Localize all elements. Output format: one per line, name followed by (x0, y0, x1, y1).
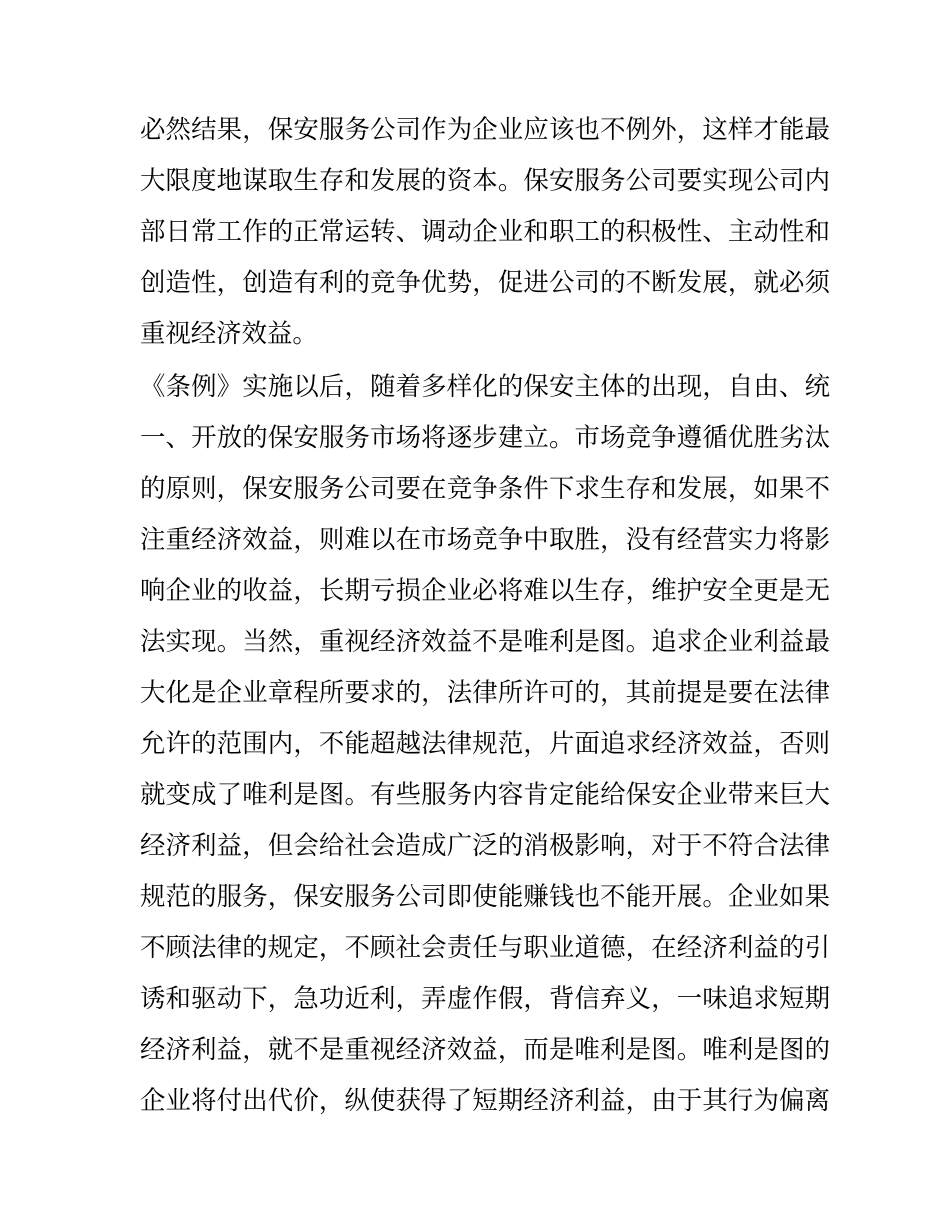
text-line: 允许的范围内，不能超越法律规范，片面追求经济效益，否则 (140, 728, 830, 758)
text-line: 规范的服务，保安服务公司即使能赚钱也不能开展。企业如果 (140, 881, 830, 911)
text-line: 企业将付出代价，纵使获得了短期经济利益，由于其行为偏离 (140, 1085, 830, 1115)
text-line: 诱和驱动下，急功近利，弄虚作假，背信弃义，一味追求短期 (140, 983, 830, 1013)
text-line: 《条例》实施以后，随着多样化的保安主体的出现，自由、统 (140, 371, 830, 401)
text-line: 创造性，创造有利的竞争优势，促进公司的不断发展，就必须 (140, 267, 830, 297)
text-line: 经济利益，就不是重视经济效益，而是唯利是图。唯利是图的 (140, 1034, 830, 1064)
text-line: 的原则，保安服务公司要在竞争条件下求生存和发展，如果不 (140, 473, 830, 503)
text-line: 部日常工作的正常运转、调动企业和职工的积极性、主动性和 (140, 216, 830, 246)
text-line: 大化是企业章程所要求的，法律所许可的，其前提是要在法律 (140, 677, 830, 707)
text-line: 必然结果，保安服务公司作为企业应该也不例外，这样才能最 (140, 114, 830, 144)
paragraph (140, 361, 830, 1126)
text-line: 响企业的收益，长期亏损企业必将难以生存，维护安全更是无 (140, 575, 830, 605)
text-line: 不顾法律的规定，不顾社会责任与职业道德，在经济利益的引 (140, 932, 830, 962)
paragraph (140, 104, 830, 359)
text-line: 重视经济效益。 (140, 318, 318, 348)
text-line: 大限度地谋取生存和发展的资本。保安服务公司要实现公司内 (140, 165, 830, 195)
text-line: 一、开放的保安服务市场将逐步建立。市场竞争遵循优胜劣汰 (140, 422, 830, 452)
text-line: 注重经济效益，则难以在市场竞争中取胜，没有经营实力将影 (140, 524, 830, 554)
text-line: 就变成了唯利是图。有些服务内容肯定能给保安企业带来巨大 (140, 779, 830, 809)
text-line: 法实现。当然，重视经济效益不是唯利是图。追求企业利益最 (140, 626, 830, 656)
body-text (140, 104, 830, 1126)
text-line: 经济利益，但会给社会造成广泛的消极影响，对于不符合法律 (140, 830, 830, 860)
